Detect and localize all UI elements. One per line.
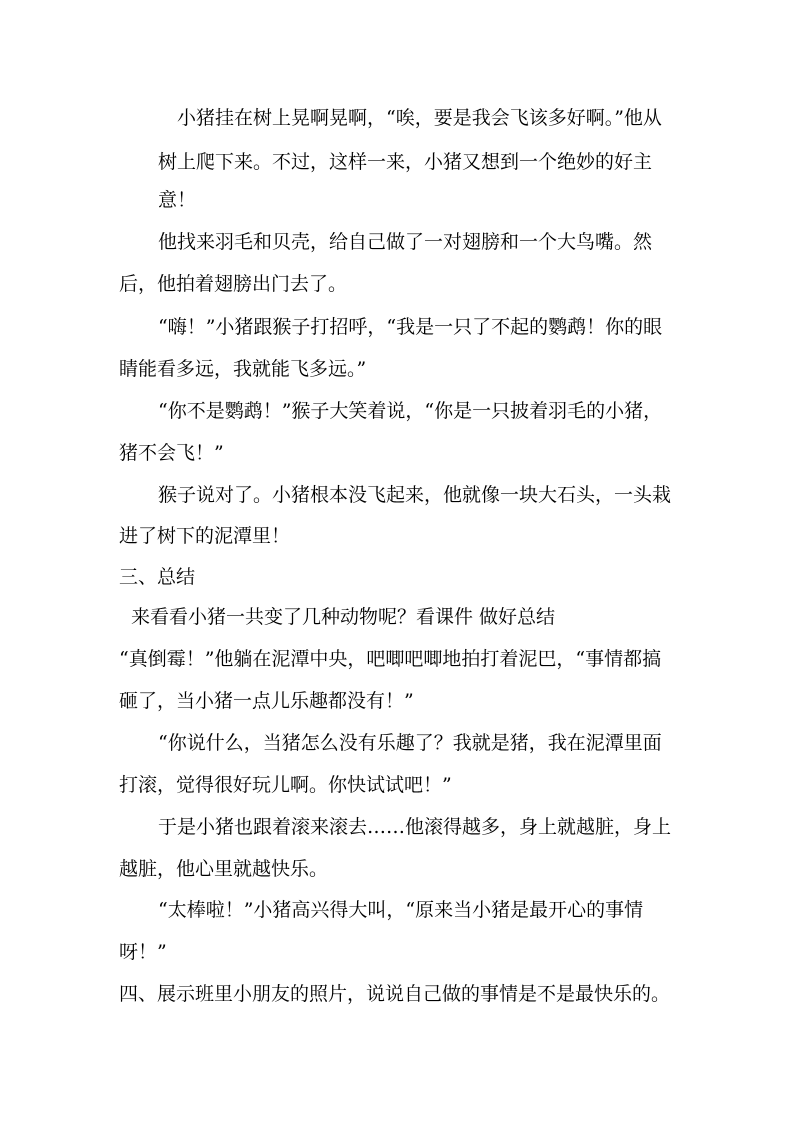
text-line: 来看看小猪一共变了几种动物呢？看课件 做好总结 [131,606,556,628]
text-line: 猪不会飞！” [119,442,224,464]
text-line: “你不是鹦鹉！”猴子大笑着说，“你是一只披着羽毛的小猪， [158,400,663,422]
text-line: 打滚，觉得很好玩儿啊。你快试试吧！” [119,774,452,796]
section-heading: 三、总结 [119,566,196,588]
text-line: 越脏，他心里就越快乐。 [119,858,329,880]
text-line: 猴子说对了。小猪根本没飞起来，他就像一块大石头，一头栽 [158,484,672,506]
text-line: “嗨！”小猪跟猴子打招呼，“我是一只了不起的鹦鹉！你的眼 [158,316,663,338]
text-line: 小猪挂在树上晃啊晃啊，“唉，要是我会飞该多好啊。”他从 [177,107,662,129]
text-line: 树上爬下来。不过，这样一来，小猪又想到一个绝妙的好主 [158,151,653,173]
text-line: 于是小猪也跟着滚来滚去……他滚得越多，身上就越脏，身上 [158,816,672,838]
text-line: “太棒啦！”小猪高兴得大叫，“原来当小猪是最开心的事情 [158,899,644,921]
text-line: 后，他拍着翅膀出门去了。 [119,273,348,295]
text-line: 意！ [158,189,197,211]
section-heading: 四、展示班里小朋友的照片，说说自己做的事情是不是最快乐的。 [119,983,671,1005]
text-line: 睛能看多远，我就能飞多远。” [119,358,367,380]
text-line: 呀！” [119,941,167,963]
text-line: 砸了，当小猪一点儿乐趣都没有！” [119,690,414,712]
text-line: 他找来羽毛和贝壳，给自己做了一对翅膀和一个大鸟嘴。然 [158,231,653,253]
text-line: 进了树下的泥潭里！ [119,525,291,547]
text-line: “你说什么，当猪怎么没有乐趣了？我就是猪，我在泥潭里面 [158,732,662,754]
text-line: “真倒霉！”他躺在泥潭中央，吧唧吧唧地拍打着泥巴，“事情都搞 [119,648,662,670]
